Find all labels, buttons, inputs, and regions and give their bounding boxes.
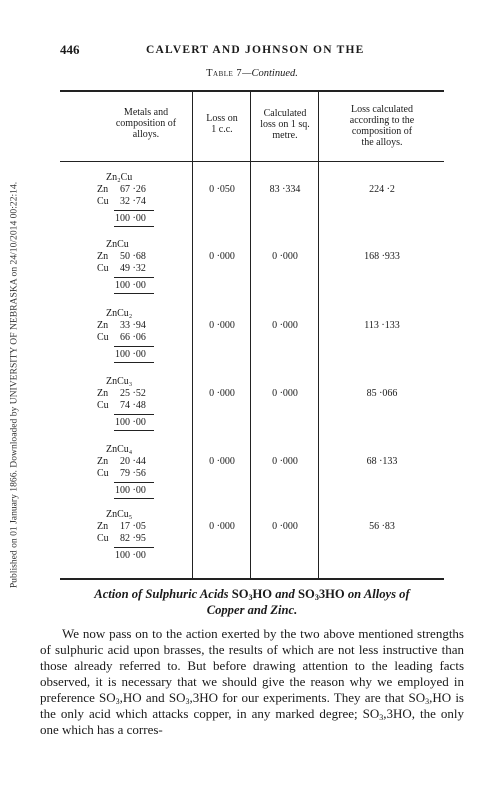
heading-part: and	[272, 587, 299, 601]
zn-symbol: Zn	[97, 521, 109, 532]
header-line: composition of	[115, 118, 177, 129]
header-line: loss on 1 sq.	[260, 119, 310, 130]
header-line: Calculated	[263, 108, 307, 119]
calculated-value: 0 ·000	[272, 251, 298, 262]
header-line: the alloys.	[361, 137, 403, 148]
sum-rule	[114, 210, 154, 211]
composition-value: 68 ·133	[366, 456, 398, 467]
heading-formula-tail: 3HO	[318, 587, 345, 601]
provenance-text: Published on 01 January 1866. Downloaded by UNIVERSITY OF NEBRASKA on 24/10/2014 00:22:14.	[8, 181, 20, 589]
body-paragraph	[40, 626, 464, 738]
table-header-rule	[60, 161, 444, 162]
sum-double-rule	[114, 362, 154, 363]
total-percent: 100 ·00	[115, 550, 146, 561]
cu-symbol: Cu	[97, 263, 109, 274]
sum-rule	[114, 346, 154, 347]
cu-percent: 79 ·56	[120, 468, 146, 479]
total-percent: 100 ·00	[115, 485, 146, 496]
calculated-value: 0 ·000	[272, 456, 298, 467]
loss-value: 0 ·000	[209, 320, 235, 331]
header-line: Loss calculated	[351, 104, 413, 115]
sum-rule	[114, 482, 154, 483]
loss-value: 0 ·000	[209, 388, 235, 399]
section-heading	[40, 586, 464, 618]
loss-value: 0 ·050	[209, 184, 235, 195]
zn-percent: 50 ·68	[120, 251, 146, 262]
subscript: 3	[115, 697, 120, 706]
loss-value: 0 ·000	[209, 251, 235, 262]
total-percent: 100 ·00	[115, 349, 146, 360]
text-run: ,3HO for our experiments. They are that SO	[189, 690, 426, 705]
header-calculated	[252, 108, 318, 141]
composition-value: 85 ·066	[366, 388, 398, 399]
sum-double-rule	[114, 226, 154, 227]
total-percent: 100 ·00	[115, 280, 146, 291]
header-line: Loss on	[206, 113, 238, 124]
heading-formula: SO	[298, 587, 315, 601]
header-line: alloys.	[132, 129, 160, 140]
header-line: 1 c.c.	[211, 124, 233, 135]
table-row	[0, 444, 504, 514]
table-top-rule	[60, 90, 444, 92]
table-caption	[0, 68, 504, 79]
alloy-formula: ZnCu₄	[106, 444, 133, 455]
calculated-value: 0 ·000	[272, 521, 298, 532]
calculated-value: 0 ·000	[272, 320, 298, 331]
alloy-formula: ZnCu₅	[106, 509, 133, 520]
composition-value: 168 ·933	[364, 251, 400, 262]
heading-formula-tail: HO	[252, 587, 273, 601]
cu-symbol: Cu	[97, 332, 109, 343]
cu-percent: 32 ·74	[120, 196, 146, 207]
cu-percent: 74 ·48	[120, 400, 146, 411]
cu-symbol: Cu	[97, 533, 109, 544]
header-loss-calculated	[320, 104, 444, 148]
composition-value: 56 ·83	[369, 521, 395, 532]
section-heading-line-2: Copper and Zinc.	[206, 603, 298, 617]
header-line: composition of	[351, 126, 413, 137]
zn-percent: 33 ·94	[120, 320, 146, 331]
table-row	[0, 239, 504, 309]
table-row	[0, 308, 504, 378]
heading-formula: SO	[231, 587, 249, 601]
text-run: ,HO is the only acid which attacks copper, in any marked degree; SO	[40, 690, 464, 721]
zn-percent: 25 ·52	[120, 388, 146, 399]
page-number: 446	[60, 42, 80, 57]
sum-rule	[114, 547, 154, 548]
alloy-formula: ZnCu₃	[106, 376, 133, 387]
total-percent: 100 ·00	[115, 417, 146, 428]
header-metals	[104, 107, 188, 140]
heading-part: Action of Sulphuric Acids	[94, 587, 232, 601]
paragraph-text	[40, 626, 464, 738]
table-bottom-rule	[60, 578, 444, 580]
zn-percent: 20 ·44	[120, 456, 146, 467]
cu-percent: 49 ·32	[120, 263, 146, 274]
table-row	[0, 509, 504, 569]
text-run: We now pass on to the action exerted by the two above mentioned strengths of sulphuric acid upon brasses, the results of which are not less instructive than those already referred to. But before drawing attention to the leading facts observed, it is necessary that we should give the reason why we employed in preference SO	[40, 626, 464, 705]
header-line: according to the	[349, 115, 415, 126]
table-row	[0, 376, 504, 446]
alloy-formula: Zn₂Cu	[106, 172, 133, 183]
alloy-formula: ZnCu	[106, 239, 129, 250]
sum-rule	[114, 414, 154, 415]
sum-double-rule	[114, 498, 154, 499]
sum-double-rule	[114, 293, 154, 294]
sum-double-rule	[114, 430, 154, 431]
zn-symbol: Zn	[97, 251, 109, 262]
header-line: metre.	[272, 130, 298, 141]
zn-symbol: Zn	[97, 184, 109, 195]
cu-symbol: Cu	[97, 196, 109, 207]
loss-value: 0 ·000	[209, 456, 235, 467]
composition-value: 224 ·2	[369, 184, 395, 195]
loss-value: 0 ·000	[209, 521, 235, 532]
text-run: ,HO and SO	[119, 690, 186, 705]
zn-percent: 17 ·05	[120, 521, 146, 532]
header-loss	[194, 113, 250, 135]
zn-symbol: Zn	[97, 388, 109, 399]
calculated-value: 83 ·334	[269, 184, 301, 195]
table-row	[0, 172, 504, 242]
header-line: Metals and	[123, 107, 169, 118]
cu-percent: 66 ·06	[120, 332, 146, 343]
heading-part: on Alloys of	[344, 587, 410, 601]
composition-value: 113 ·133	[364, 320, 400, 331]
text-run: ,3HO, the only one which has a corres-	[40, 706, 464, 737]
heading-subscript: 3	[314, 593, 319, 602]
cu-symbol: Cu	[97, 468, 109, 479]
subscript: 3	[185, 697, 190, 706]
calculated-value: 0 ·000	[272, 388, 298, 399]
running-head: CALVERT AND JOHNSON ON THE	[146, 44, 365, 56]
sum-rule	[114, 277, 154, 278]
alloy-formula: ZnCu₂	[106, 308, 133, 319]
table-continued: —Continued.	[242, 68, 298, 79]
table-label: Table 7	[206, 68, 243, 79]
cu-percent: 82 ·95	[120, 533, 146, 544]
zn-symbol: Zn	[97, 456, 109, 467]
total-percent: 100 ·00	[115, 213, 146, 224]
cu-symbol: Cu	[97, 400, 109, 411]
subscript: 3	[379, 713, 384, 722]
heading-subscript: 3	[248, 593, 253, 602]
subscript: 3	[425, 697, 430, 706]
zn-percent: 67 ·26	[120, 184, 146, 195]
zn-symbol: Zn	[97, 320, 109, 331]
section-heading-line-1	[40, 586, 464, 602]
